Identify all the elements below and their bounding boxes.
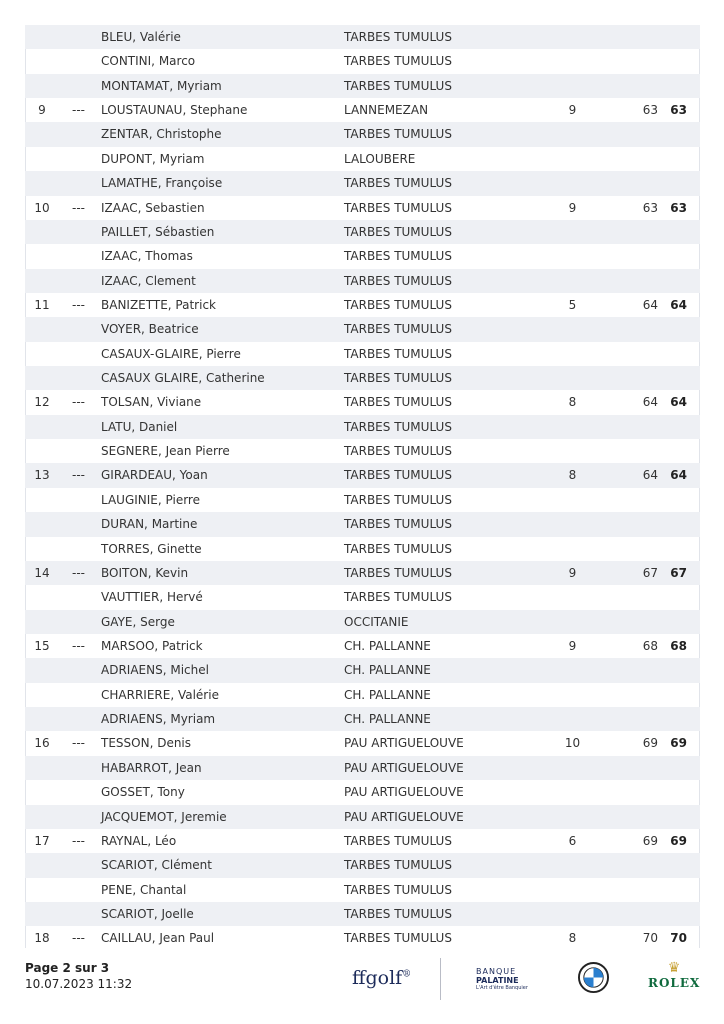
total-cell: 63: [670, 103, 687, 118]
rank-cell: 11: [34, 297, 50, 312]
score-cell: 70: [642, 931, 658, 946]
player-name: ZENTAR, Christophe: [101, 127, 222, 142]
page-number: Page 2 sur 3: [25, 961, 110, 975]
bmw-logo-icon: [578, 962, 609, 993]
player-name: CAILLAU, Jean Paul: [101, 931, 215, 946]
player-name: VAUTTIER, Hervé: [101, 590, 203, 605]
player-name: SEGNERE, Jean Pierre: [101, 444, 230, 459]
score-cell: 63: [642, 200, 658, 215]
player-name: LATU, Daniel: [101, 419, 178, 434]
table-row: [25, 902, 700, 926]
table-row: [25, 731, 700, 755]
table-row: [25, 756, 700, 780]
club-name: TARBES TUMULUS: [344, 322, 452, 337]
footer-separator: [440, 958, 441, 1000]
club-name: LANNEMEZAN: [344, 103, 429, 118]
player-name: GAYE, Serge: [101, 614, 175, 629]
club-name: OCCITANIE: [344, 614, 409, 629]
table-row: [25, 25, 700, 49]
club-name: TARBES TUMULUS: [344, 78, 452, 93]
table-row: [25, 707, 700, 731]
player-name: IZAAC, Sebastien: [101, 200, 205, 215]
club-name: TARBES TUMULUS: [344, 346, 452, 361]
club-name: TARBES TUMULUS: [344, 54, 452, 69]
player-name: GIRARDEAU, Yoan: [101, 468, 208, 483]
player-name: LAUGINIE, Pierre: [101, 492, 200, 507]
table-row: [25, 634, 700, 658]
banque-wordmark: BANQUE: [476, 967, 517, 976]
dash-cell: ---: [72, 468, 85, 483]
club-name: TARBES TUMULUS: [344, 395, 452, 410]
club-name: TARBES TUMULUS: [344, 541, 452, 556]
club-name: TARBES TUMULUS: [344, 468, 452, 483]
dash-cell: ---: [72, 297, 85, 312]
club-name: TARBES TUMULUS: [344, 833, 452, 848]
handicap-cell: 10: [564, 736, 581, 751]
score-cell: 68: [642, 638, 658, 653]
club-name: TARBES TUMULUS: [344, 371, 452, 386]
table-row: [25, 805, 700, 829]
player-name: MARSOO, Patrick: [101, 638, 203, 653]
score-cell: 69: [642, 833, 658, 848]
table-row: [25, 269, 700, 293]
total-cell: 63: [670, 200, 687, 215]
table-row: [25, 196, 700, 220]
handicap-cell: 9: [568, 638, 577, 653]
player-name: TESSON, Denis: [101, 736, 192, 751]
total-cell: 69: [670, 736, 687, 751]
handicap-cell: 8: [568, 395, 577, 410]
table-row: [25, 147, 700, 171]
club-name: TARBES TUMULUS: [344, 297, 452, 312]
club-name: TARBES TUMULUS: [344, 444, 452, 459]
table-row: [25, 780, 700, 804]
table-row: [25, 74, 700, 98]
club-name: TARBES TUMULUS: [344, 565, 452, 580]
table-row: [25, 49, 700, 73]
player-name: CHARRIERE, Valérie: [101, 687, 219, 702]
table-row: [25, 220, 700, 244]
player-name: SCARIOT, Clément: [101, 858, 212, 873]
player-name: VOYER, Beatrice: [101, 322, 199, 337]
table-row: [25, 171, 700, 195]
club-name: TARBES TUMULUS: [344, 127, 452, 142]
player-name: LAMATHE, Françoise: [101, 176, 223, 191]
player-name: PAILLET, Sébastien: [101, 224, 215, 239]
club-name: CH. PALLANNE: [344, 687, 431, 702]
page-footer: [0, 955, 724, 1015]
player-name: CASAUX GLAIRE, Catherine: [101, 371, 265, 386]
score-cell: 69: [642, 736, 658, 751]
rank-cell: 9: [38, 103, 46, 118]
rank-cell: 15: [34, 638, 50, 653]
table-row: [25, 512, 700, 536]
player-name: DURAN, Martine: [101, 517, 198, 532]
rolex-logo: [648, 961, 700, 990]
club-name: TARBES TUMULUS: [344, 176, 452, 191]
dash-cell: ---: [72, 931, 85, 946]
table-row: [25, 439, 700, 463]
player-name: MONTAMAT, Myriam: [101, 78, 222, 93]
score-cell: 64: [642, 468, 658, 483]
club-name: TARBES TUMULUS: [344, 882, 452, 897]
club-name: TARBES TUMULUS: [344, 492, 452, 507]
ffgolf-logo: [352, 967, 411, 989]
club-name: TARBES TUMULUS: [344, 224, 452, 239]
club-name: TARBES TUMULUS: [344, 273, 452, 288]
results-table: [25, 25, 700, 951]
table-row: [25, 926, 700, 950]
player-name: RAYNAL, Léo: [101, 833, 177, 848]
ffgolf-wordmark: ffgolf: [352, 967, 403, 989]
player-name: CONTINI, Marco: [101, 54, 196, 69]
dash-cell: ---: [72, 833, 85, 848]
table-row: [25, 390, 700, 414]
table-row: [25, 853, 700, 877]
total-cell: 68: [670, 638, 687, 653]
handicap-cell: 8: [568, 931, 577, 946]
player-name: BLEU, Valérie: [101, 30, 181, 44]
club-name: TARBES TUMULUS: [344, 200, 452, 215]
club-name: TARBES TUMULUS: [344, 517, 452, 532]
player-name: BOITON, Kevin: [101, 565, 189, 580]
rank-cell: 13: [34, 468, 50, 483]
dash-cell: ---: [72, 103, 85, 118]
club-name: PAU ARTIGUELOUVE: [344, 760, 464, 775]
table-row: [25, 585, 700, 609]
table-row: [25, 878, 700, 902]
score-cell: 67: [642, 565, 658, 580]
table-row: [25, 658, 700, 682]
table-row: [25, 683, 700, 707]
dash-cell: ---: [72, 395, 85, 410]
score-cell: 63: [642, 103, 658, 118]
table-row: [25, 317, 700, 341]
handicap-cell: 9: [568, 103, 577, 118]
rolex-wordmark: ROLEX: [648, 976, 701, 990]
table-row: [25, 122, 700, 146]
table-row: [25, 366, 700, 390]
rank-cell: 12: [34, 395, 50, 410]
print-datetime: 10.07.2023 11:32: [25, 977, 133, 991]
club-name: TARBES TUMULUS: [344, 590, 452, 605]
table-row: [25, 293, 700, 317]
dash-cell: ---: [72, 565, 85, 580]
table-row: [25, 488, 700, 512]
rank-cell: 10: [34, 200, 50, 215]
handicap-cell: 5: [568, 297, 577, 312]
dash-cell: ---: [72, 200, 85, 215]
rank-cell: 16: [34, 736, 50, 751]
player-name: GOSSET, Tony: [101, 785, 185, 800]
score-cell: 64: [642, 297, 658, 312]
club-name: CH. PALLANNE: [344, 638, 431, 653]
table-row: [25, 610, 700, 634]
table-row: [25, 244, 700, 268]
total-cell: 64: [670, 468, 687, 483]
table-row: [25, 463, 700, 487]
rank-cell: 14: [34, 565, 50, 580]
player-name: PENE, Chantal: [101, 882, 187, 897]
club-name: LALOUBERE: [344, 151, 416, 166]
club-name: PAU ARTIGUELOUVE: [344, 736, 464, 751]
club-name: TARBES TUMULUS: [344, 249, 452, 264]
player-name: JACQUEMOT, Jeremie: [101, 809, 227, 824]
dash-cell: ---: [72, 638, 85, 653]
rolex-crown-icon: ♛: [667, 960, 681, 976]
player-name: HABARROT, Jean: [101, 760, 202, 775]
player-name: ADRIAENS, Michel: [101, 663, 209, 678]
rank-cell: 18: [34, 931, 50, 946]
dash-cell: ---: [72, 736, 85, 751]
table-row: [25, 342, 700, 366]
total-cell: 64: [670, 297, 687, 312]
club-name: PAU ARTIGUELOUVE: [344, 785, 464, 800]
table-row: [25, 537, 700, 561]
total-cell: 69: [670, 833, 687, 848]
ffgolf-registered-mark: ®: [402, 969, 412, 980]
handicap-cell: 6: [568, 833, 577, 848]
handicap-cell: 8: [568, 468, 577, 483]
club-name: TARBES TUMULUS: [344, 30, 452, 44]
table-row: [25, 561, 700, 585]
total-cell: 64: [670, 395, 687, 410]
club-name: TARBES TUMULUS: [344, 419, 452, 434]
player-name: BANIZETTE, Patrick: [101, 297, 216, 312]
rank-cell: 17: [34, 833, 50, 848]
player-name: LOUSTAUNAU, Stephane: [101, 103, 248, 118]
club-name: CH. PALLANNE: [344, 712, 431, 727]
player-name: IZAAC, Clement: [101, 273, 196, 288]
player-name: TOLSAN, Viviane: [101, 395, 202, 410]
player-name: IZAAC, Thomas: [101, 249, 193, 264]
table-row: [25, 829, 700, 853]
club-name: CH. PALLANNE: [344, 663, 431, 678]
palatine-wordmark: PALATINE: [476, 976, 519, 985]
table-row: [25, 98, 700, 122]
player-name: DUPONT, Myriam: [101, 151, 205, 166]
total-cell: 67: [670, 565, 687, 580]
banque-palatine-logo: [476, 967, 542, 992]
club-name: TARBES TUMULUS: [344, 931, 452, 946]
handicap-cell: 9: [568, 200, 577, 215]
table-row: [25, 415, 700, 439]
club-name: TARBES TUMULUS: [344, 906, 452, 921]
banque-tagline: L'Art d'être Banquier: [476, 985, 528, 991]
club-name: PAU ARTIGUELOUVE: [344, 809, 464, 824]
player-name: TORRES, Ginette: [101, 541, 202, 556]
player-name: CASAUX-GLAIRE, Pierre: [101, 346, 241, 361]
player-name: ADRIAENS, Myriam: [101, 712, 216, 727]
player-name: SCARIOT, Joelle: [101, 906, 194, 921]
club-name: TARBES TUMULUS: [344, 858, 452, 873]
score-cell: 64: [642, 395, 658, 410]
handicap-cell: 9: [568, 565, 577, 580]
total-cell: 70: [670, 931, 687, 946]
